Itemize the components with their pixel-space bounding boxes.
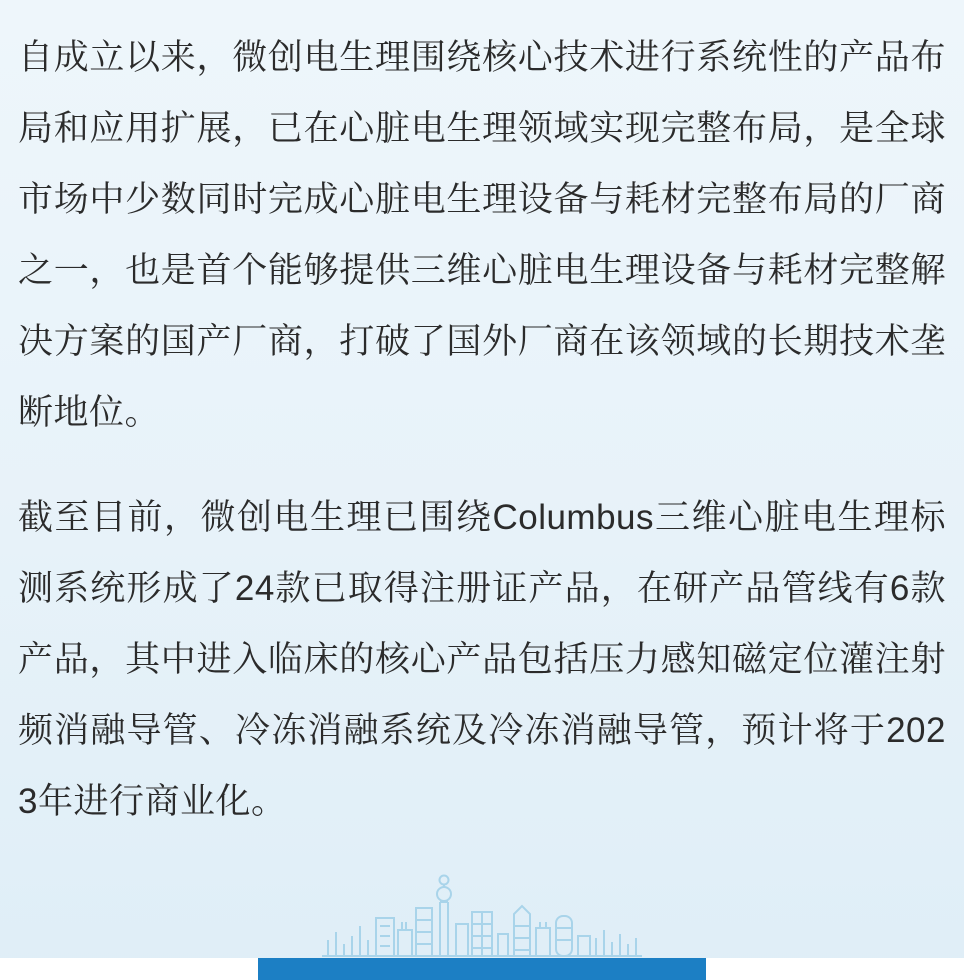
footer-bar-left-fill: [0, 958, 258, 980]
footer-bar-right-fill: [706, 958, 964, 980]
city-skyline-icon: [322, 868, 642, 958]
paragraph-1: 自成立以来，微创电生理围绕核心技术进行系统性的产品布局和应用扩展，已在心脏电生理领域实现完整布局，是全球市场中少数同时完成心脏电生理设备与耗材完整布局的厂商之一，也是首个能够提供三维心脏电生理设备与耗材完整解决方案的国产厂商，打破了国外厂商在该领域的长期技术垄断地位。: [18, 38, 946, 432]
footer-accent-bar: [258, 958, 706, 980]
footer-decoration: [0, 850, 964, 980]
paragraph-2: 截至目前，微创电生理已围绕Columbus三维心脏电生理标测系统形成了24款已取得注册证产品，在研产品管线有6款产品，其中进入临床的核心产品包括压力感知磁定位灌注射频消融导管、冷冻消融系统及冷冻消融导管，预计将于2023年进行商业化。: [18, 498, 946, 821]
